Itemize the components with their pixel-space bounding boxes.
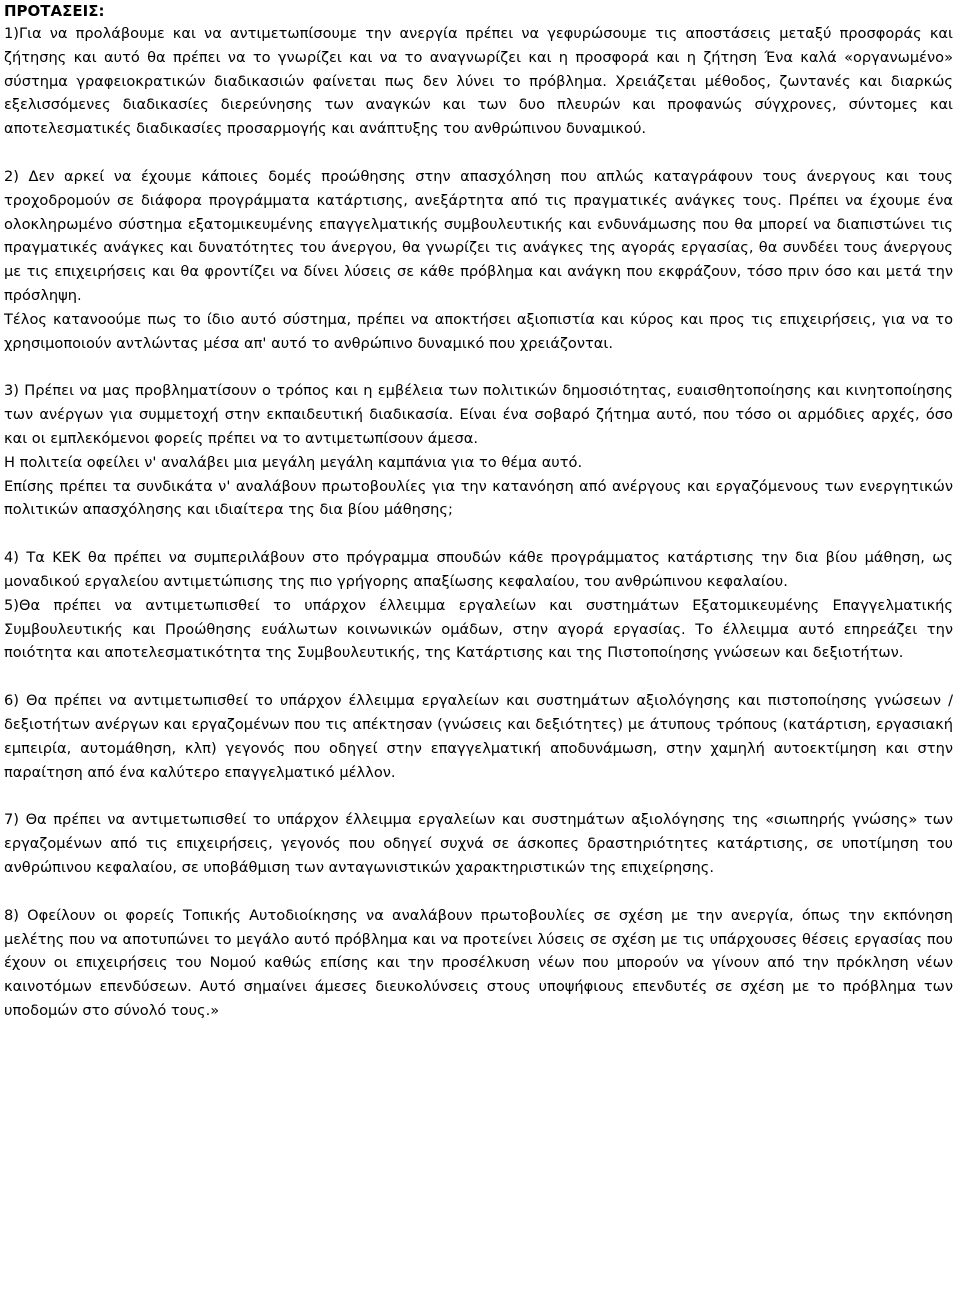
paragraph: 8) Οφείλουν οι φορείς Τοπικής Αυτοδιοίκησης να αναλάβουν πρωτοβουλίες σε σχέση με την ανεργία, όπως την εκπόνηση μελέτης που να αποτυπώνει το μεγάλο αυτό πρόβλημα και να προτείνει λύσεις σε σχέση με τις υπάρχουσες θέσεις εργασίας που έχουν οι επιχειρήσεις του Νομού καθώς επίσης και την προσέλκυση νέων που μπορούν να γίνουν από την πρόκληση νέων καινοτόμων επενδύσεων. Αυτό σημαίνει άμεσες διευκολύνσεις στους υποψήφιους επενδυτές σε σχέση με το πρόβλημα των υποδομών στο σύνολό τους.» xyxy=(4,906,953,1019)
paragraph-spacer xyxy=(4,355,953,379)
paragraph: 6) Θα πρέπει να αντιμετωπισθεί το υπάρχον έλλειμμα εργαλείων και συστημάτων αξιολόγησης και πιστοποίησης γνώσεων /δεξιοτήτων ανέργων και εργαζομένων που τις απέκτησαν (γνώσεις και δεξιότητες) με άτυπους τρόπους (κατάρτιση, εργασιακή εμπειρία, αυτομάθηση, κλπ) γεγονός που οδηγεί στην επαγγελματική αποδυνάμωση, στην χαμηλή αυτοεκτίμηση και στην παραίτηση από ένα καλύτερο επαγγελματικό μέλλον. xyxy=(4,692,953,781)
paragraph-spacer xyxy=(4,141,953,165)
proposal-4-5 xyxy=(4,546,953,665)
paragraph: 1)Για να προλάβουμε και να αντιμετωπίσουμε την ανεργία πρέπει να γεφυρώσουμε τις αποστάσεις μεταξύ προσφοράς και ζήτησης και αυτό θα πρέπει να το γνωρίζει και να το αναγνωρίζει και η προσφορά και η ζήτηση Ένα καλά «οργανωμένο» σύστημα γραφειοκρατικών διαδικασιών φαίνεται πως δεν λύνει το πρόβλημα. Χρειάζεται μέθοδος, ζωντανές και διαρκώς εξελισσόμενες διαδικασίες διερεύνησης των αναγκών και των δυο πλευρών και προφανώς σύγχρονες, σύντομες και αποτελεσματικές διαδικασίες προσαρμογής και ανάπτυξης του ανθρώπινου δυναμικού. xyxy=(4,25,953,138)
paragraph: 4) Τα ΚΕΚ θα πρέπει να συμπεριλάβουν στο πρόγραμμα σπουδών κάθε προγράμματος κατάρτισης την δια βίου μάθηση, ως μοναδικού εργαλείου αντιμετώπισης της πιο γρήγορης απαξίωσης κεφαλαίου, του ανθρώπινου κεφαλαίου. xyxy=(4,549,953,590)
paragraph-spacer xyxy=(4,880,953,904)
paragraph: Η πολιτεία οφείλει ν' αναλάβει μια μεγάλη μεγάλη καμπάνια για το θέμα αυτό. xyxy=(4,453,583,471)
paragraph-spacer xyxy=(4,522,953,546)
proposal-8 xyxy=(4,904,953,1023)
proposal-7 xyxy=(4,808,953,879)
paragraph-spacer xyxy=(4,784,953,808)
paragraph: 3) Πρέπει να μας προβληματίσουν ο τρόπος και η εμβέλεια των πολιτικών δημοσιότητας, ευαισθητοποίησης και κινητοποίησης των ανέργων για συμμετοχή στην εκπαιδευτική διαδικασία. Είναι ένα σοβαρό ζήτημα αυτό, που τόσο οι αρμόδιες αρχές, όσο και οι εμπλεκόμενοι φορείς πρέπει να το αντιμετωπίσουν άμεσα. xyxy=(4,382,953,447)
paragraph: 2) Δεν αρκεί να έχουμε κάποιες δομές προώθησης στην απασχόληση που απλώς καταγράφουν τους άνεργους και τους τροχοδρομούν σε διάφορα προγράμματα κατάρτισης, ανεξάρτητα από τις πραγματικές ανάγκες τους. Πρέπει να έχουμε ένα ολοκληρωμένο σύστημα εξατομικευμένης επαγγελματικής συμβουλευτικής και ενδυνάμωσης που θα μπορεί να διαπιστώνει τις πραγματικές ανάγκες και δυνατότητες του άνεργου, θα γνωρίζει τις ανάγκες της αγοράς εργασίας, θα συνδέει τους άνεργους με τις επιχειρήσεις και θα φροντίζει να δίνει λύσεις σε κάθε πρόβλημα και ανάγκη που εκφράζουν, τόσο πριν όσο και μετά την πρόσληψη. xyxy=(4,167,953,304)
proposal-3 xyxy=(4,379,953,522)
paragraph: Τέλος κατανοούμε πως το ίδιο αυτό σύστημα, πρέπει να αποκτήσει αξιοπιστία και κύρος και προς τις επιχειρήσεις, για να το χρησιμοποιούν αντλώντας μέσα απ' αυτό το ανθρώπινο δυναμικό που χρειάζονται. xyxy=(4,310,953,352)
proposal-2 xyxy=(4,165,953,355)
paragraph: 7) Θα πρέπει να αντιμετωπισθεί το υπάρχον έλλειμμα εργαλείων και συστημάτων αξιολόγησης της «σιωπηρής γνώσης» των εργαζομένων από τις επιχειρήσεις, γεγονός που οδηγεί συχνά σε άσκοπες δραστηριότητες κατάρτισης, σε υποτίμηση του ανθρώπινου κεφαλαίου, σε υποβάθμιση των ανταγωνιστικών χαρακτηριστικών της επιχείρησης. xyxy=(4,811,953,876)
proposal-6 xyxy=(4,689,953,784)
paragraph-spacer xyxy=(4,665,953,689)
document-heading: ΠΡΟΤΑΣΕΙΣ: xyxy=(4,2,105,20)
paragraph: 5)Θα πρέπει να αντιμετωπισθεί το υπάρχον έλλειμμα εργαλείων και συστημάτων Εξατομικευμένης Επαγγελματικής Συμβουλευτικής και Προώθησης ευάλωτων κοινωνικών ομάδων, στην αγορά εργασίας. Το έλλειμμα αυτό επηρεάζει την ποιότητα και αποτελεσματικότητα της Συμβουλευτικής, της Κατάρτισης και της Πιστοποίησης γνώσεων και δεξιοτήτων. xyxy=(4,596,953,662)
proposal-1 xyxy=(4,22,953,141)
paragraph: Επίσης πρέπει τα συνδικάτα ν' αναλάβουν πρωτοβουλίες για την κατανόηση από ανέργους και εργαζόμενους των ενεργητικών πολιτικών απασχόλησης και ιδιαίτερα της δια βίου μάθησης; xyxy=(4,477,953,519)
